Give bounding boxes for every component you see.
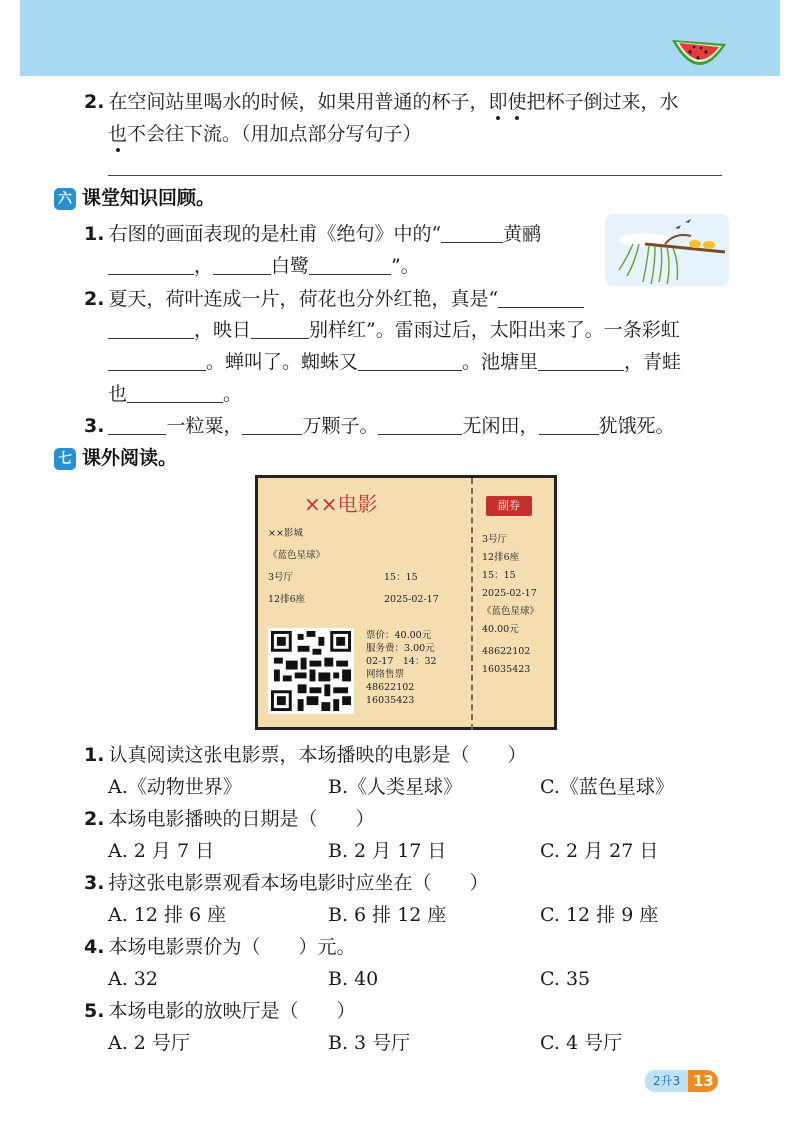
mcq-option-5a[interactable]: A. 2 号厅: [108, 1032, 190, 1054]
mcq-option-1a[interactable]: A.《动物世界》: [108, 776, 242, 798]
blank[interactable]: [378, 414, 462, 435]
ticket-cinema: ××影城: [268, 528, 303, 539]
blank[interactable]: [242, 414, 302, 435]
question-summer-line2: ，映日 别样红”。雷雨过后，太阳出来了。一条彩虹: [108, 318, 680, 342]
mcq-option-4c[interactable]: C. 35: [540, 968, 591, 990]
question-poem: 1. 右图的画面表现的是杜甫《绝句》中的“ 黄鹂: [84, 223, 542, 245]
blank[interactable]: [213, 254, 271, 275]
ticket-time: 15：15: [384, 572, 418, 583]
ticket-service-fee: 服务费：3.00元: [366, 643, 435, 654]
blank[interactable]: [309, 254, 391, 275]
mcq-option-3a[interactable]: A. 12 排 6 座: [108, 904, 227, 926]
page-number: 13: [688, 1070, 718, 1092]
watermelon-icon: [668, 34, 728, 78]
ticket-title: ××电影: [304, 492, 378, 516]
ticket-movie: 《蓝色星球》: [268, 550, 326, 561]
blank[interactable]: [108, 318, 194, 339]
stub-movie: 《蓝色星球》: [482, 606, 540, 617]
ticket-code-1: 48622102: [366, 682, 415, 693]
mcq-option-2a[interactable]: A. 2 月 7 日: [108, 840, 215, 862]
blank[interactable]: [358, 350, 462, 371]
mcq-option-3c[interactable]: C. 12 排 9 座: [540, 904, 659, 926]
blank[interactable]: [108, 254, 194, 275]
question-summer-line4: 也 。: [108, 383, 243, 405]
blank[interactable]: [538, 350, 624, 371]
section-seven-heading: 七 课外阅读。: [54, 446, 177, 470]
dotted-char: 也: [108, 123, 128, 145]
blank[interactable]: [251, 318, 309, 339]
mcq-option-5c[interactable]: C. 4 号厅: [540, 1032, 623, 1054]
mcq-option-4b[interactable]: B. 40: [328, 968, 379, 990]
header-band: [20, 0, 780, 76]
dotted-char: 使: [507, 91, 527, 113]
ticket-price: 票价：40.00元: [366, 630, 432, 641]
page-number-badge: [645, 1070, 718, 1092]
ticket-hall: 3号厅: [268, 572, 294, 583]
stub-code-2: 16035423: [482, 664, 531, 675]
mcq-option-4a[interactable]: A. 32: [108, 968, 158, 990]
mcq-option-5b[interactable]: B. 3 号厅: [328, 1032, 411, 1054]
stub-time: 15：15: [482, 570, 516, 581]
stub-badge: 副券: [486, 496, 532, 516]
question-summer-line3: 。蝉叫了。蜘蛛又 。池塘里 ，青蛙: [108, 350, 681, 374]
stub-code-1: 48622102: [482, 646, 531, 657]
stub-date: 2025-02-17: [482, 588, 537, 599]
mcq-option-3b[interactable]: B. 6 排 12 座: [328, 904, 447, 926]
blank[interactable]: [539, 414, 599, 435]
mcq-question-1: 1. 认真阅读这张电影票，本场播映的电影是（ ）: [84, 744, 527, 766]
question-rewrite-line2: 也不会往下流。（用加点部分写句子）: [108, 123, 422, 145]
mcq-question-3: 3. 持这张电影票观看本场电影时应坐在（ ）: [84, 872, 489, 894]
blank[interactable]: [498, 287, 584, 308]
qr-code-icon: [268, 628, 354, 714]
question-summer: 2. 夏天，荷叶连成一片，荷花也分外红艳，真是“: [84, 287, 584, 311]
blank[interactable]: [127, 382, 223, 403]
stub-seat: 12排6座: [482, 552, 520, 563]
ticket-code-2: 16035423: [366, 695, 415, 706]
grade-label: 2升3: [645, 1070, 688, 1092]
movie-ticket-image: [255, 475, 557, 730]
blank[interactable]: [108, 414, 166, 435]
dotted-char: 即: [488, 91, 508, 113]
blank[interactable]: [441, 222, 503, 243]
willow-oriole-illustration: [605, 214, 729, 286]
mcq-option-1b[interactable]: B.《人类星球》: [328, 776, 463, 798]
stub-hall: 3号厅: [482, 534, 508, 545]
answer-line[interactable]: [108, 175, 722, 176]
blank[interactable]: [108, 350, 206, 371]
question-poem-line2: ， 白鹭 ”。: [108, 254, 420, 278]
ticket-date: 2025-02-17: [384, 594, 439, 605]
mcq-question-5: 5. 本场电影的放映厅是（ ）: [84, 1000, 356, 1022]
mcq-option-2c[interactable]: C. 2 月 27 日: [540, 840, 659, 862]
stub-price: 40.00元: [482, 624, 519, 635]
ticket-sold-time: 02-17 14：32: [366, 656, 437, 667]
mcq-option-2b[interactable]: B. 2 月 17 日: [328, 840, 447, 862]
mcq-option-1c[interactable]: C.《蓝色星球》: [540, 776, 674, 798]
question-proverb: 3. 一粒粟， 万颗子。 无闲田， 犹饿死。: [84, 415, 675, 437]
mcq-question-2: 2. 本场电影播映的日期是（ ）: [84, 808, 375, 830]
mcq-question-4: 4. 本场电影票价为（ ）元。: [84, 936, 356, 958]
ticket-channel: 网络售票: [366, 669, 405, 680]
section-six-heading: 六 课堂知识回顾。: [54, 186, 215, 210]
question-rewrite: 2. 在空间站里喝水的时候，如果用普通的杯子，即使把杯子倒过来，水: [84, 91, 679, 113]
ticket-seat: 12排6座: [268, 594, 306, 605]
perforation-line: [471, 478, 473, 730]
